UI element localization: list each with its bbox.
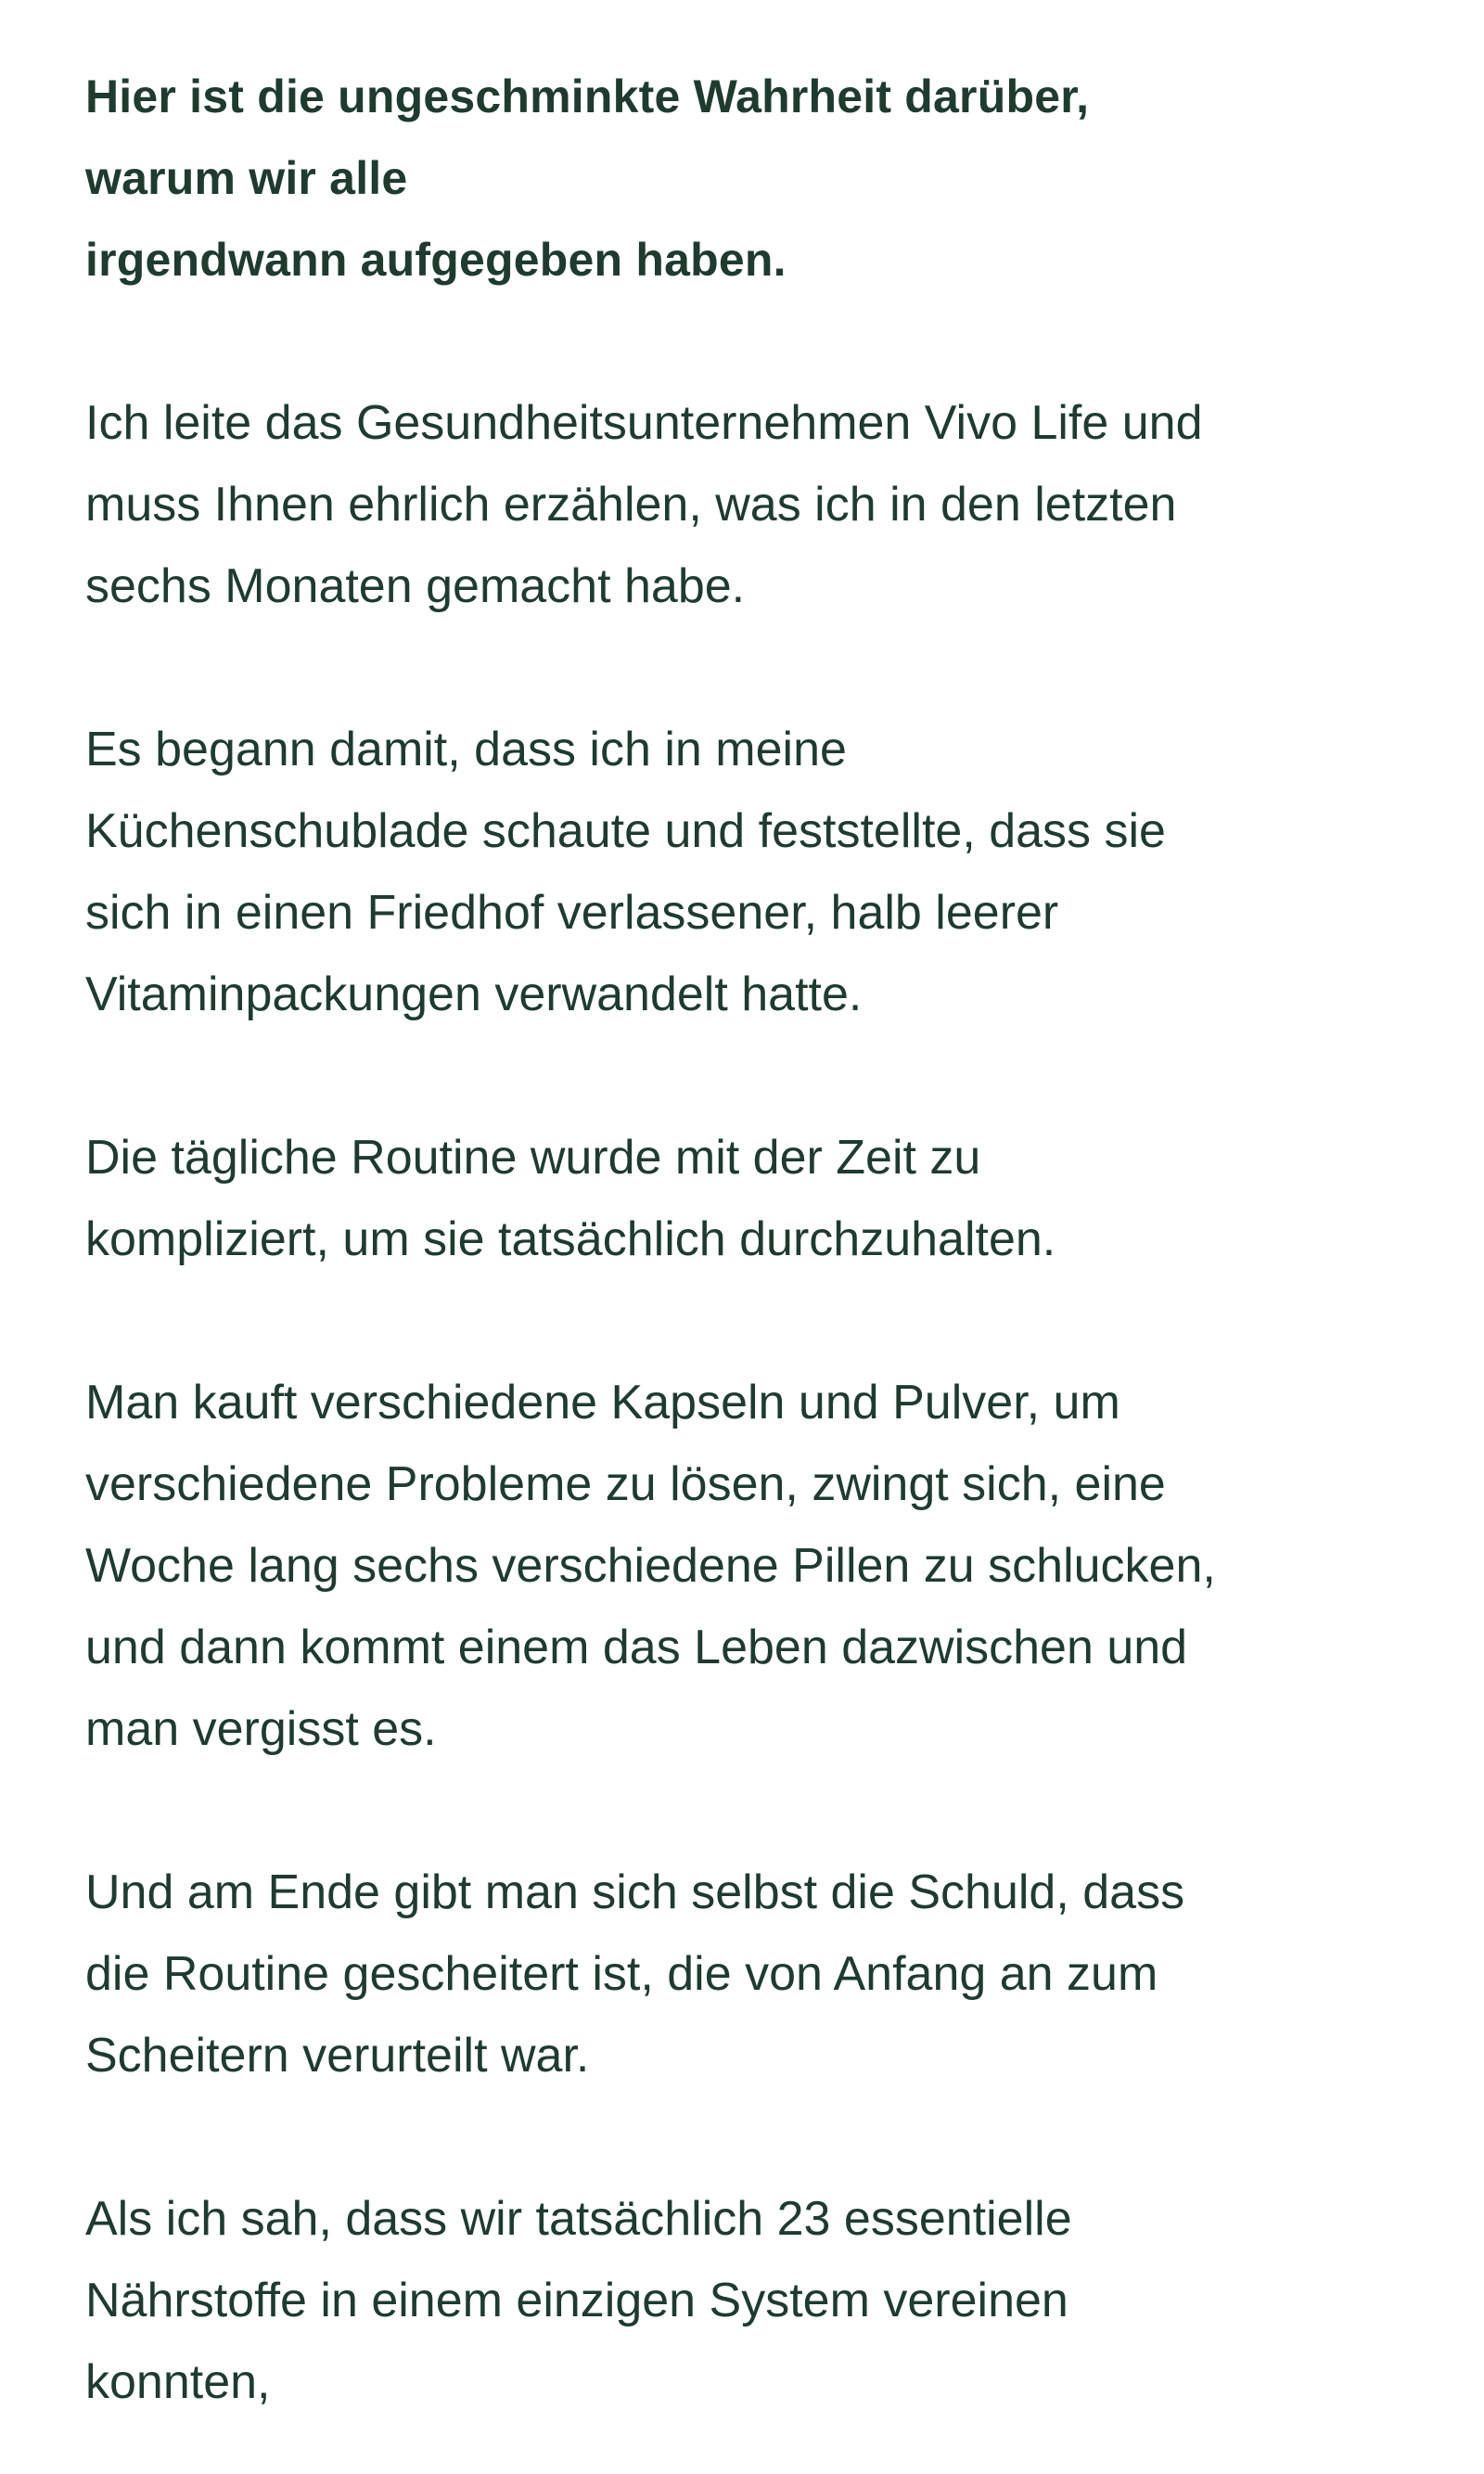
paragraph-line: man vergisst es. — [85, 1702, 437, 1756]
paragraph-nutrients — [85, 2178, 1402, 2423]
paragraph-line: die Routine gescheitert ist, die von Anfang an zum — [85, 1947, 1158, 2001]
paragraph-line: Scheitern verurteilt war. — [85, 2029, 590, 2083]
paragraph-line: konnten, — [85, 2355, 271, 2409]
article-body — [85, 56, 1402, 2423]
headline-line: Hier ist die ungeschminkte Wahrheit darüber, — [85, 71, 1090, 122]
paragraph-line: Küchenschublade schaute und feststellte, dass sie — [85, 804, 1166, 858]
paragraph-line: Die tägliche Routine wurde mit der Zeit zu — [85, 1131, 981, 1185]
paragraph-line: sechs Monaten gemacht habe. — [85, 559, 746, 613]
paragraph-line: verschiedene Probleme zu lösen, zwingt sich, eine — [85, 1457, 1166, 1511]
paragraph-line: Als ich sah, dass wir tatsächlich 23 essentielle — [85, 2192, 1072, 2246]
paragraph-gap — [85, 301, 1402, 382]
paragraph-gap — [85, 627, 1402, 709]
paragraph-blame — [85, 1852, 1402, 2096]
paragraph-intro — [85, 382, 1402, 627]
paragraph-gap — [85, 1280, 1402, 1362]
headline-line: irgendwann aufgegeben haben. — [85, 234, 787, 286]
paragraph-line: und dann kommt einem das Leben dazwischen und — [85, 1621, 1188, 1674]
paragraph-gap — [85, 1035, 1402, 1117]
paragraph-line: Vitaminpackungen verwandelt hatte. — [85, 968, 863, 1021]
paragraph-line: muss Ihnen ehrlich erzählen, was ich in den letzten — [85, 478, 1177, 532]
paragraph-line: Ich leite das Gesundheitsunternehmen Vivo Life und — [85, 396, 1203, 450]
headline — [85, 56, 1402, 301]
paragraph-capsules — [85, 1362, 1402, 1770]
paragraph-line: Es begann damit, dass ich in meine — [85, 723, 847, 776]
paragraph-line: sich in einen Friedhof verlassener, halb leerer — [85, 886, 1059, 940]
paragraph-gap — [85, 2096, 1402, 2178]
paragraph-line: Und am Ende gibt man sich selbst die Schuld, dass — [85, 1865, 1185, 1919]
paragraph-line: Man kauft verschiedene Kapseln und Pulver, um — [85, 1376, 1120, 1429]
paragraph-drawer — [85, 709, 1402, 1035]
headline-line: warum wir alle — [85, 152, 408, 204]
paragraph-line: Nährstoffe in einem einzigen System vereinen — [85, 2274, 1068, 2327]
paragraph-gap — [85, 1770, 1402, 1852]
paragraph-routine — [85, 1117, 1402, 1280]
paragraph-line: Woche lang sechs verschiedene Pillen zu schlucken, — [85, 1539, 1216, 1593]
paragraph-line: kompliziert, um sie tatsächlich durchzuhalten. — [85, 1212, 1056, 1266]
